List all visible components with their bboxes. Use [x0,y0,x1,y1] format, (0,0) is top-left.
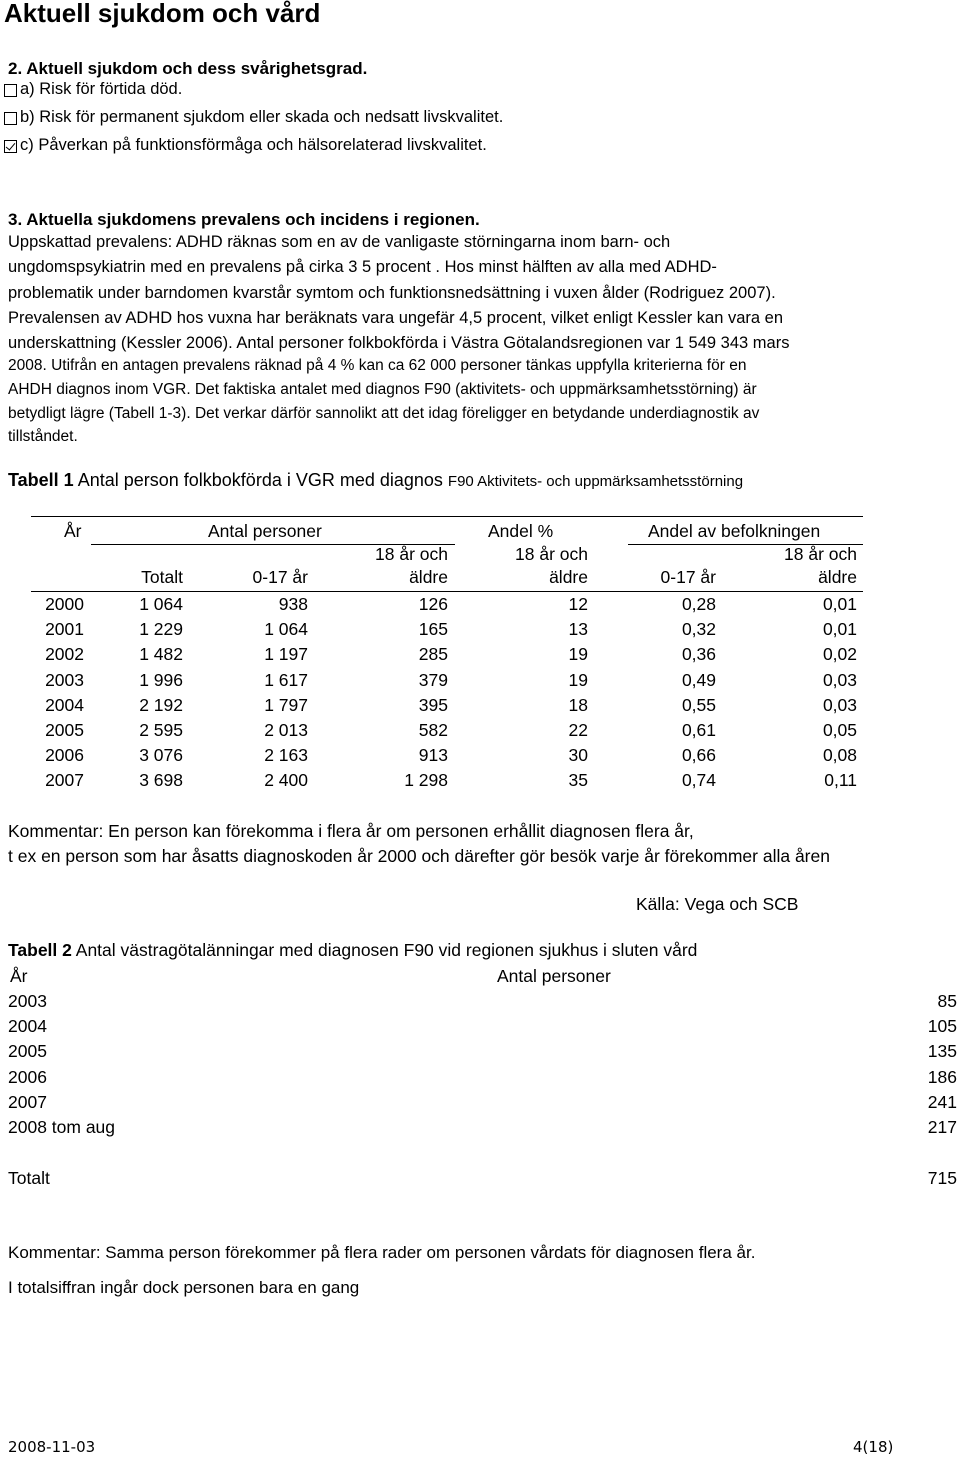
table-2-cell-count: 135 [927,1041,957,1062]
paragraph-line: ungdomspsykiatrin med en prevalens på cirka 3 5 procent . Hos minst hälften av alla med ADHD- [8,258,717,276]
table-2-total-label: Totalt [8,1168,50,1188]
table-1-andel-header: Andel % [488,521,554,541]
table-1-cell-andel-pct: 30 [568,745,588,766]
table-1-cell-share-18-plus: 0,01 [822,594,857,614]
table-1-sub-header: 0-17 år [660,567,716,587]
table-1-cell-age-0-17: 1 064 [264,619,308,640]
table-1-cell-share-0-17: 0,66 [681,745,716,766]
table-1-cell-year: 2003 [45,669,84,690]
table-2-cell-count: 85 [937,991,957,1011]
table-2-cell-year: 2005 [8,1041,47,1062]
footer-page-number: 4(18) [853,1438,894,1456]
option-a [4,80,182,99]
table-1-comment: t ex en person som har åsatts diagnoskoden år 2000 och därefter gör besök varje år förekommer alla åren [8,846,830,866]
table-1-cell-totalt: 1 482 [139,644,183,665]
table-1-cell-age-0-17: 1 797 [264,694,308,715]
table-1-cell-age-0-17: 2 013 [264,720,308,740]
table-1-cell-age-0-17: 2 400 [264,770,308,791]
paragraph-line: AHDH diagnos inom VGR. Det faktiska antalet med diagnos F90 (aktivitets- och uppmärksamhetsstörning) är [8,381,757,398]
table-2-cell-count: 241 [927,1091,957,1112]
table-1-cell-andel-pct: 19 [568,644,588,665]
table-2-cell-year: 2006 [8,1066,47,1087]
table-1-cell-share-0-17: 0,61 [681,720,716,740]
table-1-year-header: År [64,521,82,541]
table-1-cell-age-0-17: 1 617 [264,669,308,690]
table-1-sub-header: 18 år och [515,544,588,564]
table-2-cell-count: 186 [927,1066,957,1087]
table-1-top-rule [31,516,863,517]
table-1-cell-share-0-17: 0,49 [681,669,716,690]
table-1-sub-header: äldre [818,567,857,587]
table-1-cell-year: 2004 [45,694,84,715]
table-1-cell-andel-pct: 13 [568,619,588,640]
checkbox-b [4,112,17,125]
table-1-cell-share-18-plus: 0,03 [822,694,857,715]
table-1-cell-share-18-plus: 0,02 [822,644,857,665]
table-1-sub-header: äldre [409,567,448,587]
table-1-befolkning-header: Andel av befolkningen [648,521,821,541]
table-1-cell-andel-pct: 19 [568,669,588,690]
table-1-cell-totalt: 3 698 [139,770,183,791]
paragraph-line: Prevalensen av ADHD hos vuxna har beräknats vara ungefär 4,5 procent, vilket enligt Kessler kan vara en [8,309,784,327]
table-2-caption [8,940,697,961]
table-2-cell-year: 2004 [8,1016,47,1037]
section-2-heading: 2. Aktuell sjukdom och dess svårighetsgrad. [8,59,368,78]
page-title: Aktuell sjukdom och vård [4,0,321,28]
footer-date: 2008-11-03 [8,1438,96,1456]
table-2-caption-label: Tabell 2 [8,940,72,960]
table-1-cell-andel-pct: 35 [568,770,588,791]
paragraph-line: Uppskattad prevalens: ADHD räknas som en av de vanligaste störningarna inom barn- och [8,233,671,251]
table-2-comment: Kommentar: Samma person förekommer på flera rader om personen vårdats för diagnosen flera år. [8,1243,756,1262]
table-2-cell-year: 2007 [8,1091,47,1112]
table-1-sub-header: Totalt [141,567,183,587]
table-1-cell-age-18-plus: 913 [418,745,448,766]
paragraph-line: tillståndet. [8,428,78,445]
table-1-comment: Kommentar: En person kan förekomma i flera år om personen erhållit diagnosen flera år, [8,821,694,841]
section-3-heading: 3. Aktuella sjukdomens prevalens och incidens i regionen. [8,210,480,229]
table-1-cell-andel-pct: 22 [568,720,588,740]
table-1-cell-year: 2002 [45,644,84,665]
checkbox-c-checked [4,140,17,153]
table-1-cell-age-18-plus: 395 [418,694,448,715]
table-1-cell-year: 2007 [45,770,84,791]
table-2-caption-text: Antal västragötalänningar med diagnosen F90 vid regionen sjukhus i sluten vård [71,940,698,960]
table-1-cell-age-0-17: 2 163 [264,745,308,766]
table-1-cell-totalt: 2 595 [139,720,183,740]
table-1-caption-diagnosis: F90 Aktivitets- och uppmärksamhetsstörning [447,473,744,490]
table-1-cell-age-18-plus: 165 [418,619,448,640]
table-1-cell-totalt: 1 064 [139,594,183,614]
option-b-label: b) Risk för permanent sjukdom eller skada och nedsatt livskvalitet. [20,108,504,126]
table-1-sub-header: äldre [549,567,588,587]
table-1-cell-andel-pct: 18 [568,694,588,715]
table-1-cell-age-18-plus: 582 [418,720,448,740]
table-1-sub-header: 18 år och [784,544,857,564]
table-1-cell-andel-pct: 12 [568,594,588,614]
table-1-caption [8,470,743,491]
paragraph-line: underskattning (Kessler 2006). Antal personer folkbokförda i Västra Götalandsregionen var 1 549 343 mars [8,334,790,352]
paragraph-line: 2008. Utifrån en antagen prevalens räknad på 4 % kan ca 62 000 personer tänkas uppfylla kriterierna för en [8,357,747,374]
table-1-cell-year: 2006 [45,745,84,766]
table-1-cell-share-0-17: 0,55 [681,694,716,715]
table-1-cell-totalt: 1 996 [139,669,183,690]
table-2-year-header: År [10,966,28,986]
table-2-cell-count: 105 [927,1016,957,1037]
table-1-cell-share-0-17: 0,32 [681,619,716,640]
table-1-header-bottom-rule [31,591,863,592]
table-1-cell-age-18-plus: 285 [418,644,448,665]
table-1-antal-header: Antal personer [208,521,322,541]
table-1-sub-header: 18 år och [375,544,448,564]
table-1-cell-share-18-plus: 0,11 [824,770,857,791]
option-c-label: c) Påverkan på funktionsförmåga och hälsorelaterad livskvalitet. [20,136,487,154]
option-a-label: a) Risk för förtida död. [20,80,183,98]
checkbox-a [4,84,17,97]
table-2-cell-year: 2008 tom aug [8,1117,116,1137]
table-2-cell-year: 2003 [8,991,47,1011]
table-1-cell-age-0-17: 1 197 [264,644,308,665]
table-1-cell-age-0-17: 938 [278,594,308,614]
table-2-total-value: 715 [927,1168,957,1188]
table-1-cell-share-18-plus: 0,08 [822,745,857,766]
table-1-sub-header: 0-17 år [252,567,308,587]
table-1-cell-age-18-plus: 126 [418,594,448,614]
table-1-cell-share-18-plus: 0,01 [822,619,857,640]
table-2-cell-count: 217 [927,1117,957,1137]
table-1-cell-totalt: 3 076 [139,745,183,766]
table-1-cell-share-18-plus: 0,05 [822,720,857,740]
table-2-count-header: Antal personer [497,966,611,986]
table-1-cell-share-0-17: 0,28 [681,594,716,614]
table-1-cell-year: 2005 [45,720,84,740]
option-c [4,136,487,155]
table-1-cell-year: 2000 [45,594,84,614]
table-1-cell-age-18-plus: 1 298 [404,770,448,791]
table-1-cell-totalt: 2 192 [139,694,183,715]
option-b [4,108,503,127]
paragraph-line: betydligt lägre (Tabell 1-3). Det verkar därför sannolikt att det idag föreligger en betydande underdiagnostik av [8,405,760,422]
table-1-caption-label: Tabell 1 [8,470,74,490]
table-1-cell-share-18-plus: 0,03 [822,669,857,690]
table-1-cell-totalt: 1 229 [139,619,183,640]
table-1-caption-text: Antal person folkbokförda i VGR med diagnos [73,470,448,490]
table-1-cell-share-0-17: 0,74 [681,770,716,791]
table-1-cell-age-18-plus: 379 [418,669,448,690]
table-1-source: Källa: Vega och SCB [636,894,799,914]
paragraph-line: problematik under barndomen kvarstår symtom och funktionsnedsättning i vuxen ålder (Rodriguez 2007). [8,284,776,302]
table-2-comment: I totalsiffran ingår dock personen bara en gang [8,1278,360,1297]
table-1-cell-share-0-17: 0,36 [681,644,716,665]
table-1-cell-year: 2001 [45,619,84,640]
